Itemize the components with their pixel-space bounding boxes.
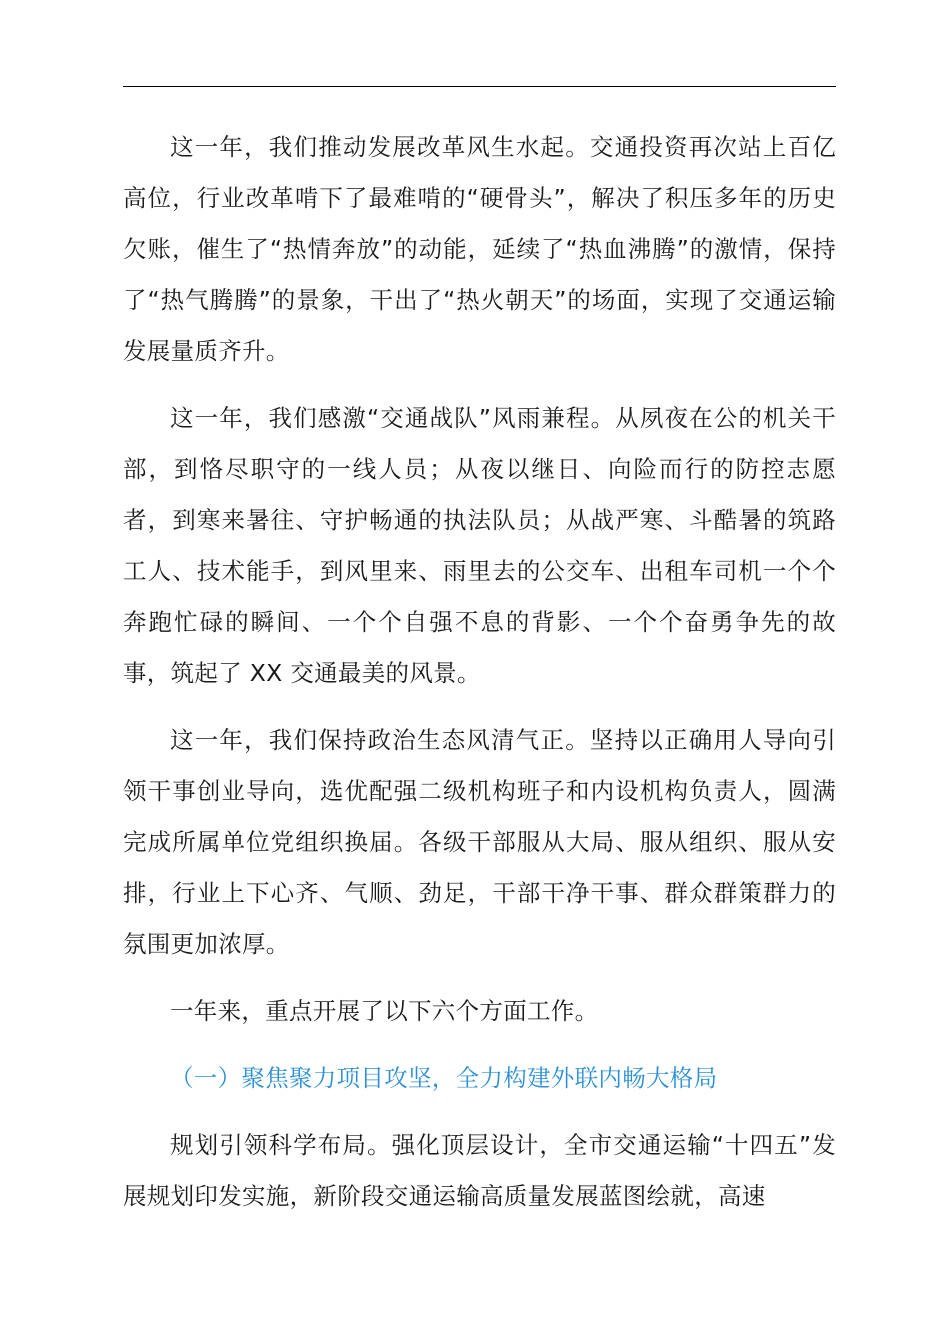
document-body xyxy=(123,122,836,1238)
header-rule xyxy=(123,86,836,87)
paragraph-team: 这一年，我们感激“交通战队”风雨兼程。从夙夜在公的机关干部，到恪尽职守的一线人员；从夜以继日、向险而行的防控志愿者，到寒来暑往、守护畅通的执法队员；从战严寒、斗酷暑的筑路工人、技术能手，到风里来、雨里去的公交车、出租车司机一个个奔跑忙碌的瞬间、一个个自强不息的背影、一个个奋勇争先的故事，筑起了 XX 交通最美的风景。 xyxy=(123,404,836,687)
section-heading: （一）聚焦聚力项目攻坚，全力构建外联内畅大格局 xyxy=(170,1064,718,1092)
paragraph-planning: 规划引领科学布局。强化顶层设计，全市交通运输“十四五”发展规划印发实施，新阶段交通运输高质量发展蓝图绘就，高速 xyxy=(123,1131,836,1210)
paragraph-politics: 这一年，我们保持政治生态风清气正。坚持以正确用人导向引领干事创业导向，选优配强二级机构班子和内设机构负责人，圆满完成所属单位党组织换届。各级干部服从大局、服从组织、服从安排，行业上下心齐、气顺、劲足，干部干净干事、群众群策群力的氛围更加浓厚。 xyxy=(123,726,836,958)
paragraph-summary: 一年来，重点开展了以下六个方面工作。 xyxy=(170,997,599,1025)
paragraph-reform: 这一年，我们推动发展改革风生水起。交通投资再次站上百亿高位，行业改革啃下了最难啃的“硬骨头”，解决了积压多年的历史欠账，催生了“热情奔放”的动能，延续了“热血沸腾”的激情，保持了“热气腾腾”的景象，干出了“热火朝天”的场面，实现了交通运输发展量质齐升。 xyxy=(123,133,836,365)
